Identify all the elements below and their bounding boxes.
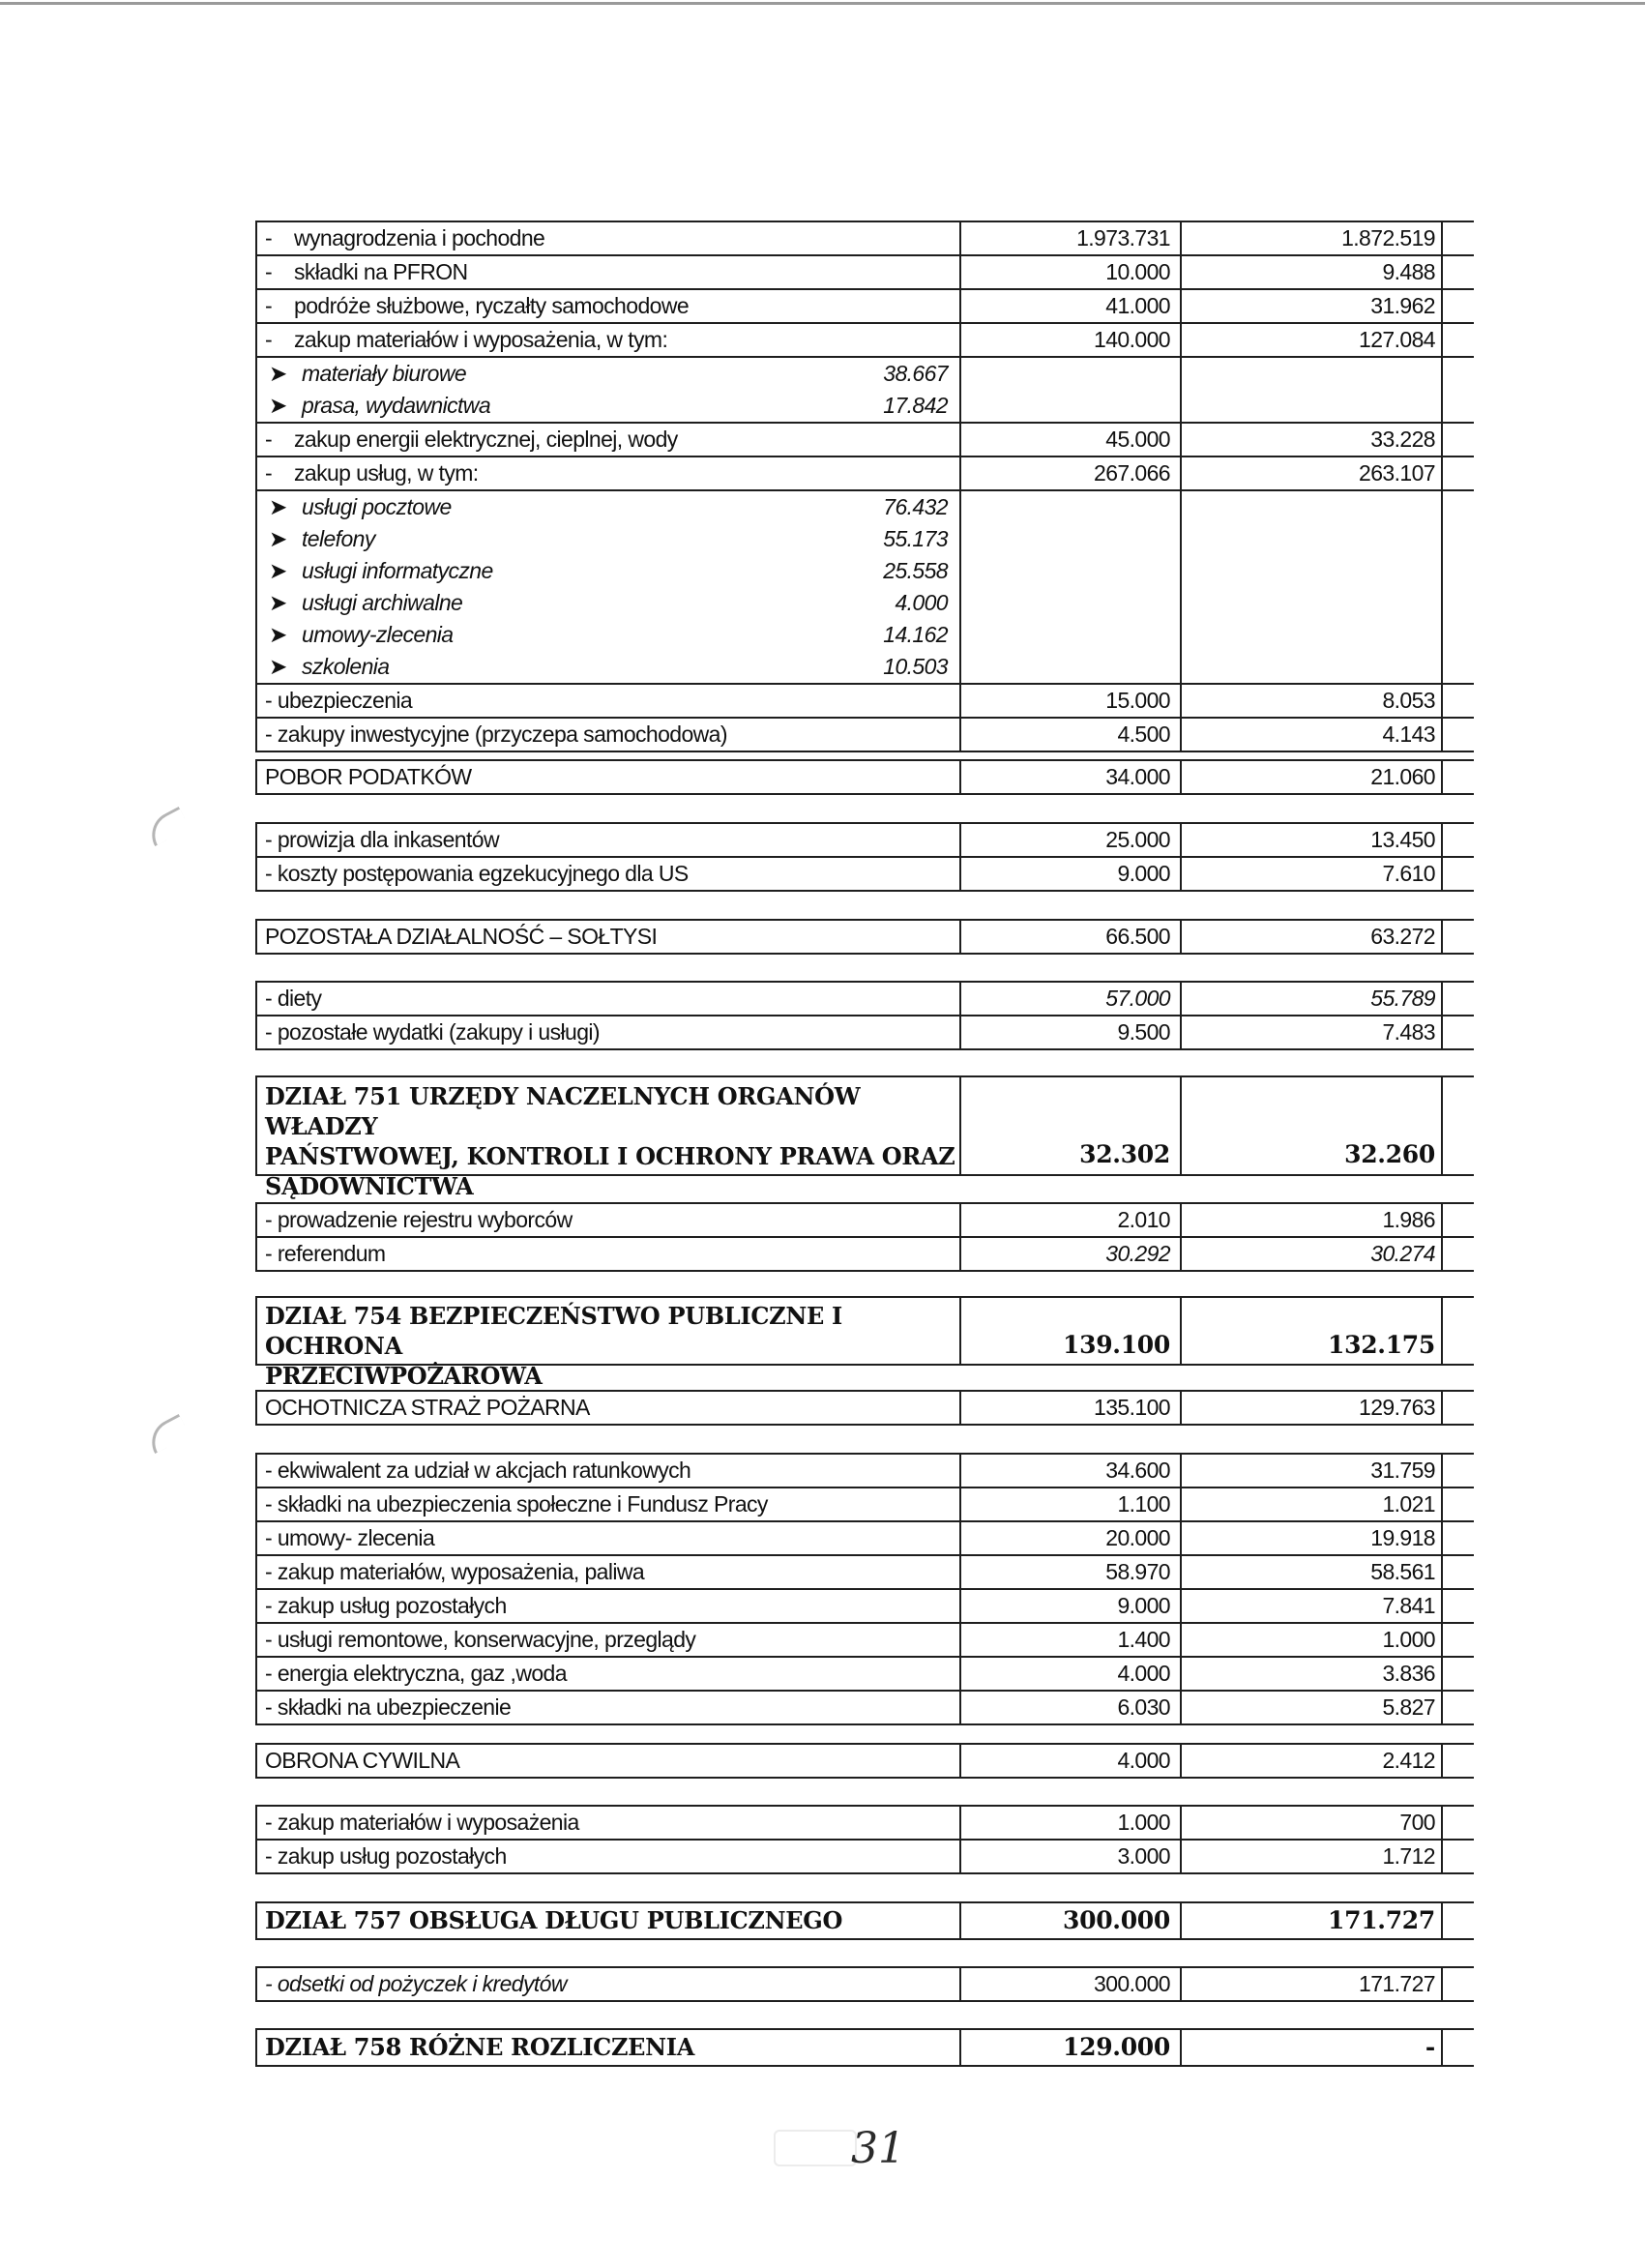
section-title: POBOR PODATKÓW: [255, 761, 961, 793]
plan-value: 300.000: [961, 1903, 1182, 1938]
exec-value: 31.759: [1182, 1455, 1443, 1487]
osp-rows-block: [255, 1453, 1474, 1725]
table-row: - zakup energii elektrycznej, cieplnej, wody 45.000 33.228: [255, 422, 1474, 456]
exec-value: 55.789: [1182, 983, 1443, 1015]
row-label: - energia elektryczna, gaz ,woda: [255, 1658, 961, 1690]
arrow-bullet-icon: ➤: [269, 590, 287, 615]
sub-row: [255, 390, 1474, 422]
table-row: [255, 1690, 1474, 1725]
exec-value: 30.274: [1182, 1238, 1443, 1270]
table-row: [255, 1520, 1474, 1554]
sub-label: usługi archiwalne: [302, 590, 463, 615]
exec-value: -: [1182, 2030, 1443, 2065]
dzial-758-block: [255, 2028, 1474, 2067]
row-label: - zakup materiałów i wyposażenia: [255, 1807, 961, 1839]
sub-value: 10.503: [883, 654, 948, 679]
row-label: - diety: [255, 983, 961, 1015]
plan-value: 6.030: [961, 1692, 1182, 1723]
plan-value: 41.000: [961, 290, 1182, 322]
arrow-bullet-icon: ➤: [269, 654, 287, 679]
pobor-rows-block: [255, 822, 1474, 892]
exec-value: 1.872.519: [1182, 222, 1443, 254]
soltysi-rows-block: [255, 981, 1474, 1050]
scan-top-edge: [0, 2, 1645, 5]
row-label: podróże służbowe, ryczałty samochodowe: [294, 293, 690, 318]
exec-value: 2.412: [1182, 1745, 1443, 1777]
plan-value: 15.000: [961, 685, 1182, 717]
sub-label: materiały biurowe: [302, 361, 467, 386]
row-label: - składki na ubezpieczenia społeczne i Fundusz Pracy: [255, 1488, 961, 1520]
arrow-bullet-icon: ➤: [269, 558, 287, 583]
row-label: - prowizja dla inkasentów: [255, 824, 961, 856]
sub-row: [255, 587, 1474, 619]
row-label: - zakup usług pozostałych: [255, 1590, 961, 1622]
exec-value: 21.060: [1182, 761, 1443, 793]
exec-value: 31.962: [1182, 290, 1443, 322]
table-row: [255, 1015, 1474, 1050]
plan-value: 1.100: [961, 1488, 1182, 1520]
page-number: 31: [851, 2124, 905, 2173]
table-row: - składki na PFRON 10.000 9.488: [255, 254, 1474, 288]
exec-value: 171.727: [1182, 1968, 1443, 2000]
exec-value: 8.053: [1182, 685, 1443, 717]
sub-value: 17.842: [883, 393, 948, 418]
plan-value: 300.000: [961, 1968, 1182, 2000]
row-label: - składki na ubezpieczenie: [255, 1692, 961, 1723]
row-label: - pozostałe wydatki (zakupy i usługi): [255, 1016, 961, 1048]
pobor-header-block: [255, 759, 1474, 795]
section-title: DZIAŁ 758 RÓŻNE ROZLICZENIA: [255, 2030, 961, 2065]
plan-value: 4.000: [961, 1745, 1182, 1777]
sub-label: prasa, wydawnictwa: [302, 393, 491, 418]
sub-row: [255, 489, 1474, 523]
plan-value: 3.000: [961, 1841, 1182, 1872]
exec-value: 63.272: [1182, 921, 1443, 953]
exec-value: 5.827: [1182, 1692, 1443, 1723]
section-header-row: [255, 1075, 1474, 1200]
plan-value: 34.600: [961, 1455, 1182, 1487]
table-row: - wynagrodzenia i pochodne 1.973.731 1.872.519: [255, 221, 1474, 254]
arrow-bullet-icon: ➤: [269, 622, 287, 647]
row-label: zakup usług, w tym:: [294, 460, 479, 486]
dzial-751-rows-block: [255, 1202, 1474, 1272]
exec-value: 263.107: [1182, 457, 1443, 489]
section-header-row: [255, 919, 1474, 955]
plan-value: 2.010: [961, 1204, 1182, 1236]
sub-value: 25.558: [883, 558, 948, 583]
plan-value: 30.292: [961, 1238, 1182, 1270]
section-title: OCHOTNICZA STRAŻ POŻARNA: [255, 1392, 961, 1424]
exec-value: 19.918: [1182, 1522, 1443, 1554]
exec-value: 32.260: [1182, 1077, 1443, 1174]
plan-value: 20.000: [961, 1522, 1182, 1554]
plan-value: 267.066: [961, 457, 1182, 489]
dzial-754-block: [255, 1296, 1474, 1390]
exec-value: 129.763: [1182, 1392, 1443, 1424]
plan-value: 129.000: [961, 2030, 1182, 2065]
plan-value: 9.000: [961, 858, 1182, 890]
table-row: [255, 822, 1474, 856]
sub-label: usługi informatyczne: [302, 558, 493, 583]
obrona-cywilna-rows-block: [255, 1805, 1474, 1874]
row-label: - koszty postępowania egzekucyjnego dla US: [255, 858, 961, 890]
sub-row: [255, 356, 1474, 390]
faint-stamp-mark: [774, 2130, 857, 2166]
table-row: [255, 1656, 1474, 1690]
exec-value: 127.084: [1182, 324, 1443, 356]
table-row: [255, 1588, 1474, 1622]
plan-value: 34.000: [961, 761, 1182, 793]
dzial-757-block: [255, 1901, 1474, 1940]
row-label: - umowy- zlecenia: [255, 1522, 961, 1554]
row-label: - zakup materiałów, wyposażenia, paliwa: [255, 1556, 961, 1588]
plan-value: 135.100: [961, 1392, 1182, 1424]
section-title: DZIAŁ 754 BEZPIECZEŃSTWO PUBLICZNE I OCHRONA PRZECIWPOŻAROWA: [255, 1298, 961, 1364]
section-header-row: [255, 1390, 1474, 1426]
exec-value: 58.561: [1182, 1556, 1443, 1588]
sub-value: 4.000: [895, 590, 948, 615]
plan-value: 9.000: [961, 1590, 1182, 1622]
exec-value: 132.175: [1182, 1298, 1443, 1364]
row-label: - zakupy inwestycyjne (przyczepa samochodowa): [255, 719, 961, 751]
osp-header-block: [255, 1390, 1474, 1426]
sub-label: telefony: [302, 526, 375, 551]
arrow-bullet-icon: ➤: [269, 361, 287, 386]
obrona-cywilna-header-block: [255, 1743, 1474, 1779]
plan-value: 45.000: [961, 424, 1182, 456]
table-row: [255, 683, 1474, 717]
section-header-row: [255, 1901, 1474, 1940]
punch-hole-mark-2: [144, 1414, 191, 1454]
section-header-row: [255, 1296, 1474, 1390]
exec-value: 700: [1182, 1807, 1443, 1839]
expenses-block-top: [255, 221, 1474, 752]
table-row: [255, 1236, 1474, 1272]
arrow-bullet-icon: ➤: [269, 393, 287, 418]
sub-row: [255, 651, 1474, 683]
table-row: [255, 1487, 1474, 1520]
exec-value: 7.610: [1182, 858, 1443, 890]
table-row: [255, 717, 1474, 752]
plan-value: 58.970: [961, 1556, 1182, 1588]
row-label: - zakup usług pozostałych: [255, 1841, 961, 1872]
punch-hole-mark-1: [144, 807, 191, 846]
row-label: wynagrodzenia i pochodne: [294, 225, 545, 250]
plan-value: 1.400: [961, 1624, 1182, 1656]
table-row: [255, 1966, 1474, 2002]
sub-value: 55.173: [883, 526, 948, 551]
exec-value: 1.000: [1182, 1624, 1443, 1656]
exec-value: 9.488: [1182, 256, 1443, 288]
arrow-bullet-icon: ➤: [269, 494, 287, 519]
table-row: [255, 1839, 1474, 1874]
sub-label: umowy-zlecenia: [302, 622, 454, 647]
row-label: zakup energii elektrycznej, cieplnej, wody: [294, 427, 678, 452]
sub-row: [255, 523, 1474, 555]
arrow-bullet-icon: ➤: [269, 526, 287, 551]
section-header-row: [255, 2028, 1474, 2067]
sub-row: [255, 555, 1474, 587]
section-header-row: [255, 1743, 1474, 1779]
exec-value: 4.143: [1182, 719, 1443, 751]
dzial-751-block: [255, 1075, 1474, 1200]
table-row: [255, 1622, 1474, 1656]
row-label: - usługi remontowe, konserwacyjne, przeglądy: [255, 1624, 961, 1656]
table-row: [255, 1554, 1474, 1588]
plan-value: 140.000: [961, 324, 1182, 356]
section-title: POZOSTAŁA DZIAŁALNOŚĆ – SOŁTYSI: [255, 921, 961, 953]
table-row: [255, 1805, 1474, 1839]
row-label: składki na PFRON: [294, 259, 468, 284]
section-header-row: [255, 759, 1474, 795]
row-label: - odsetki od pożyczek i kredytów: [255, 1968, 961, 2000]
section-title: OBRONA CYWILNA: [255, 1745, 961, 1777]
sub-value: 76.432: [883, 494, 948, 519]
row-label: - ekwiwalent za udział w akcjach ratunkowych: [255, 1455, 961, 1487]
table-row: [255, 981, 1474, 1015]
exec-value: 1.021: [1182, 1488, 1443, 1520]
section-title: DZIAŁ 757 OBSŁUGA DŁUGU PUBLICZNEGO: [255, 1903, 961, 1938]
exec-value: 3.836: [1182, 1658, 1443, 1690]
sub-value: 38.667: [883, 361, 948, 386]
exec-value: 1.712: [1182, 1841, 1443, 1872]
exec-value: 7.483: [1182, 1016, 1443, 1048]
exec-value: 1.986: [1182, 1204, 1443, 1236]
plan-value: 1.973.731: [961, 222, 1182, 254]
table-row: [255, 856, 1474, 892]
plan-value: 139.100: [961, 1298, 1182, 1364]
table-row: [255, 1453, 1474, 1487]
table-row: - zakup materiałów i wyposażenia, w tym: 140.000 127.084: [255, 322, 1474, 356]
table-row: - zakup usług, w tym: 267.066 263.107: [255, 456, 1474, 489]
plan-value: 10.000: [961, 256, 1182, 288]
plan-value: 9.500: [961, 1016, 1182, 1048]
exec-value: 33.228: [1182, 424, 1443, 456]
row-label: - ubezpieczenia: [255, 685, 961, 717]
exec-value: 13.450: [1182, 824, 1443, 856]
section-title: DZIAŁ 751 URZĘDY NACZELNYCH ORGANÓW WŁADZY PAŃSTWOWEJ, KONTROLI I OCHRONY PRAWA ORAZ SĄDOWNICTWA: [255, 1077, 961, 1174]
plan-value: 25.000: [961, 824, 1182, 856]
plan-value: 66.500: [961, 921, 1182, 953]
plan-value: 57.000: [961, 983, 1182, 1015]
table-row: - podróże służbowe, ryczałty samochodowe 41.000 31.962: [255, 288, 1474, 322]
plan-value: 4.000: [961, 1658, 1182, 1690]
sub-row: [255, 619, 1474, 651]
row-label: - referendum: [255, 1238, 961, 1270]
row-label: zakup materiałów i wyposażenia, w tym:: [294, 327, 668, 352]
plan-value: 32.302: [961, 1077, 1182, 1174]
plan-value: 1.000: [961, 1807, 1182, 1839]
sub-value: 14.162: [883, 622, 948, 647]
sub-label: usługi pocztowe: [302, 494, 452, 519]
row-label: - prowadzenie rejestru wyborców: [255, 1204, 961, 1236]
plan-value: 4.500: [961, 719, 1182, 751]
exec-value: 7.841: [1182, 1590, 1443, 1622]
table-row: [255, 1202, 1474, 1236]
soltysi-header-block: [255, 919, 1474, 955]
sub-label: szkolenia: [302, 654, 390, 679]
exec-value: 171.727: [1182, 1903, 1443, 1938]
dzial-757-rows-block: [255, 1966, 1474, 2002]
